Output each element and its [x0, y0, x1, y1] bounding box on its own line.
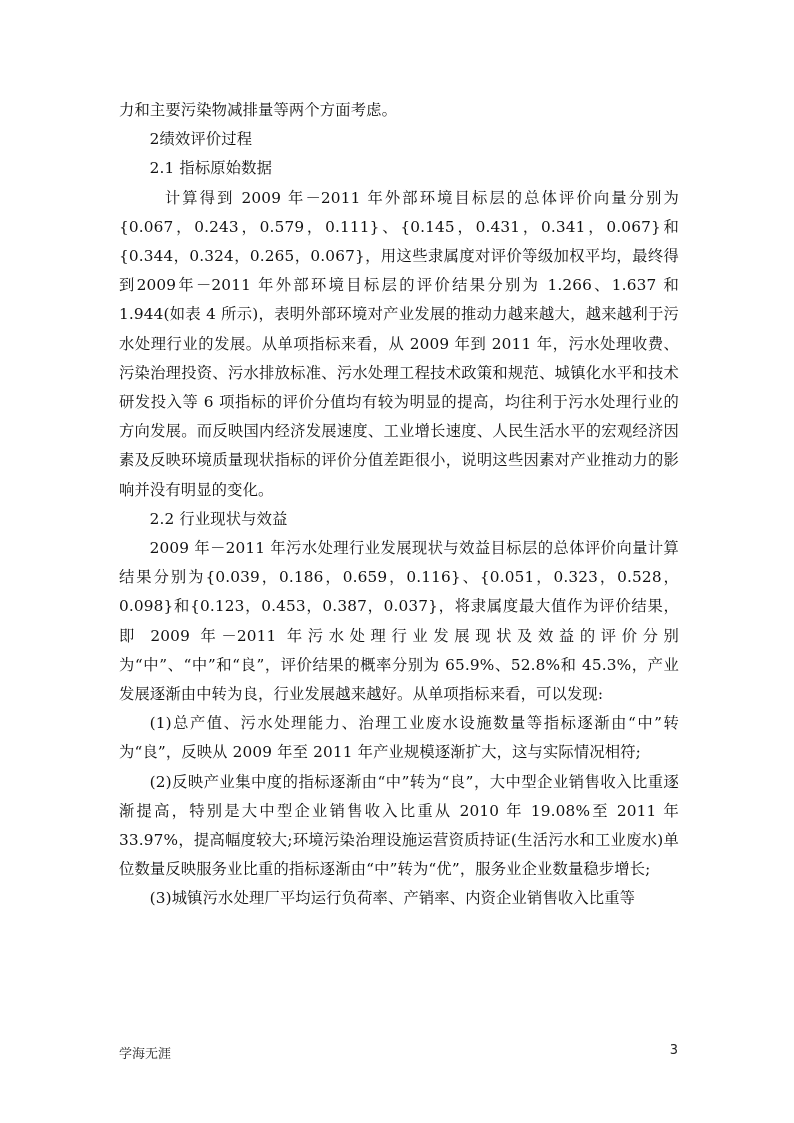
- list-item-3: (3)城镇污水处理厂平均运行负荷率、产销率、内资企业销售收入比重等: [149, 889, 636, 908]
- section-heading-2: 2绩效评价过程: [149, 130, 253, 149]
- body-text: [119, 96, 679, 914]
- list-item-1: (1)总产值、污水处理能力、治理工业废水设施数量等指标逐渐由“中”转为“良”，反映从 2009 年至 2011 年产业规模逐渐扩大，这与实际情况相符;: [119, 714, 679, 762]
- paragraph-continuation: 力和主要污染物减排量等两个方面考虑。: [119, 101, 398, 119]
- subsection-heading-2-2: 2.2 行业现状与效益: [149, 509, 288, 528]
- paragraph-industry-status: 2009 年－2011 年污水处理行业发展现状与效益目标层的总体评价向量计算结果分别为{0.039，0.186，0.659，0.116}、{0.051，0.323，0.528，0.098}和{0.123，0.453，0.387，0.037}，将隶属度最大值作为评价结果，即 2009 年－2011 年污水处理行业发展现状及效益的评价分别为“中”、“中”和“良”，评价结果的概率分别为 65.9%、52.8%和 45.3%，产业发展逐渐由中转为良，行业发展越来越好。从单项指标来看，可以发现:: [119, 539, 679, 704]
- subsection-heading-2-1: 2.1 指标原始数据: [149, 159, 273, 178]
- list-item-2: (2)反映产业集中度的指标逐渐由“中”转为“良”，大中型企业销售收入比重逐渐提高，特别是大中型企业销售收入比重从 2010 年 19.08%至 2011 年 33.97%，提高幅度较大;环境污染治理设施运营资质持证(生活污水和工业废水)单位数量反映服务业比重的指标逐渐由“中”转为“优”，服务业企业数量稳步增长;: [119, 772, 679, 879]
- page-number: 3: [669, 1043, 678, 1058]
- footer-label: 学海无涯: [119, 1047, 172, 1062]
- paragraph-external-environment: 计算得到 2009 年－2011 年外部环境目标层的总体评价向量分别为{0.067，0.243，0.579，0.111}、{0.145，0.431，0.341，0.067}和{0.344，0.324，0.265，0.067}，用这些隶属度对评价等级加权平均，最终得到2009年－2011 年外部环境目标层的评价结果分别为 1.266、1.637 和 1.944(如表 4 所示)，表明外部环境对产业发展的推动力越来越大，越来越利于污水处理行业的发展。从单项指标来看，从 2009 年到 2011 年，污水处理收费、污染治理投资、污水排放标准、污水处理工程技术政策和规范、城镇化水平和技术研发投入等 6 项指标的评价分值均有较为明显的提高，均往利于污水处理行业的方向发展。而反映国内经济发展速度、工业增长速度、人民生活水平的宏观经济因素及反映环境质量现状指标的评价分值差距很小，说明这些因素对产业推动力的影响并没有明显的变化。: [119, 188, 679, 499]
